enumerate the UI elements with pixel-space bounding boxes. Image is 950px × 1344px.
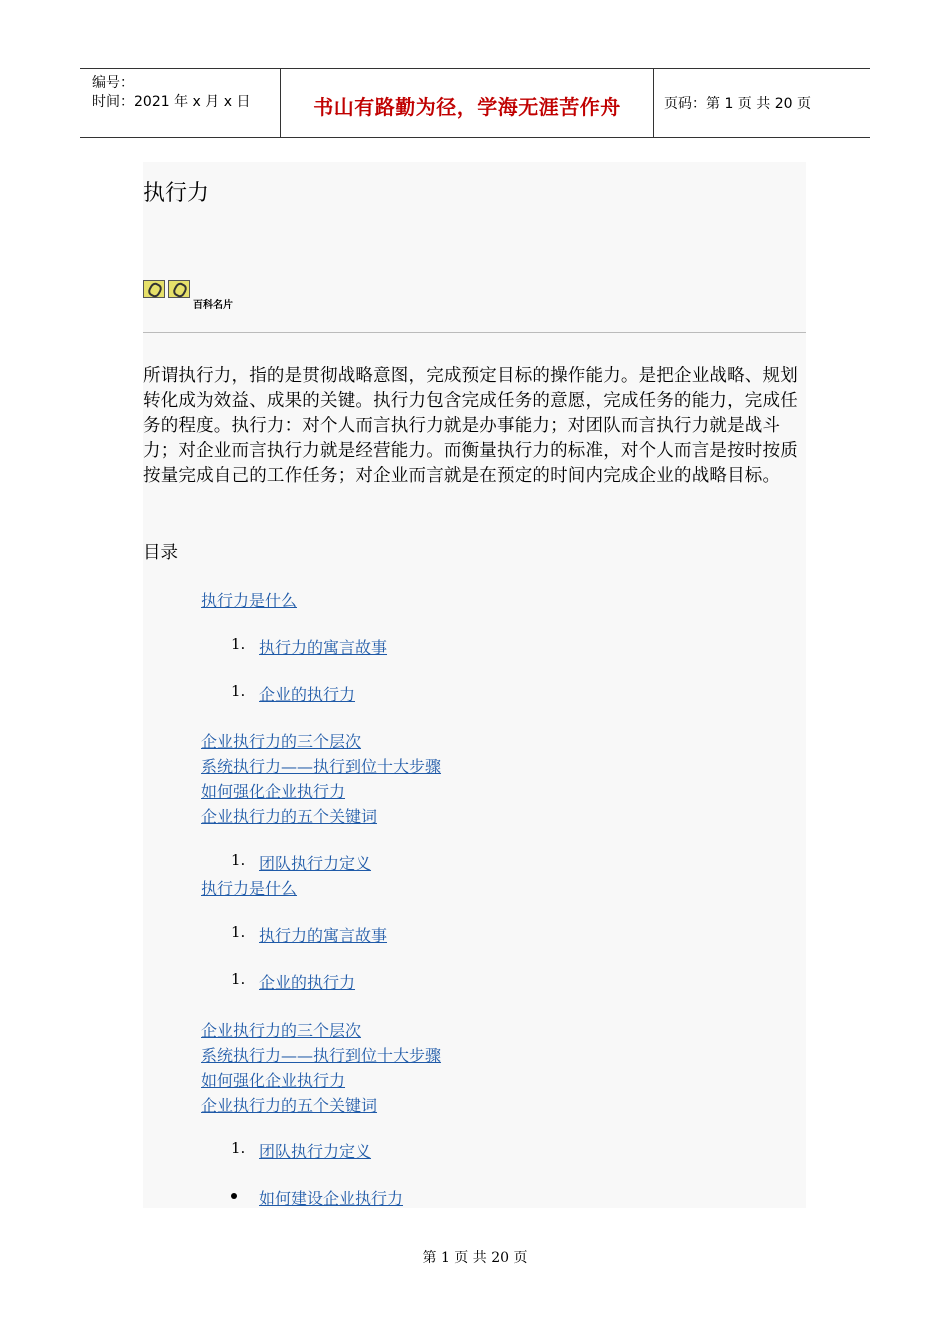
toc-number: 1. bbox=[231, 923, 246, 941]
toc-link[interactable]: 企业的执行力 bbox=[259, 685, 356, 704]
toc-link[interactable]: 系统执行力——执行到位十大步骤 bbox=[201, 1046, 442, 1065]
page-number-label: 页码：第 1 页 共 20 页 bbox=[664, 96, 811, 112]
toc-number: 1. bbox=[231, 851, 246, 869]
encyclopedia-card-label: 百科名片 bbox=[193, 300, 233, 311]
toc-link[interactable]: 执行力是什么 bbox=[201, 591, 298, 610]
header-meta-cell bbox=[80, 69, 281, 137]
header-motto-cell bbox=[281, 69, 654, 137]
toc-link[interactable]: 如何强化企业执行力 bbox=[201, 782, 346, 801]
toc-link[interactable]: 执行力的寓言故事 bbox=[259, 638, 388, 657]
intro-paragraph: 所谓执行力，指的是贯彻战略意图，完成预定目标的操作能力。是把企业战略、规划转化成为效益、成果的关键。执行力包含完成任务的意愿，完成任务的能力，完成任务的程度。执行力：对个人而言执行力就是办事能力；对团队而言执行力就是战斗力；对企业而言执行力就是经营能力。而衡量执行力的标准，对个人而言是按时按质按量完成自己的工作任务；对企业而言就是在预定的时间内完成企业的战略目标。 bbox=[143, 366, 798, 486]
toc-number: 1. bbox=[231, 1139, 246, 1157]
toc-number: 1. bbox=[231, 682, 246, 700]
page-header-table bbox=[80, 68, 870, 138]
toc-link[interactable]: 企业的执行力 bbox=[259, 973, 356, 992]
serial-label: 编号： bbox=[92, 75, 134, 91]
header-page-cell bbox=[654, 69, 870, 137]
card-icon-row bbox=[143, 280, 193, 299]
toc-link[interactable]: 企业执行力的三个层次 bbox=[201, 1021, 362, 1040]
toc-link[interactable]: 系统执行力——执行到位十大步骤 bbox=[201, 757, 442, 776]
bullet-icon bbox=[231, 1193, 237, 1199]
page-footer: 第 1 页 共 20 页 bbox=[422, 1250, 528, 1266]
toc-link[interactable]: 执行力的寓言故事 bbox=[259, 926, 388, 945]
toc-link[interactable]: 执行力是什么 bbox=[201, 879, 298, 898]
encyclopedia-card-icon bbox=[168, 280, 190, 298]
toc-link[interactable]: 企业执行力的五个关键词 bbox=[201, 807, 378, 826]
divider bbox=[143, 332, 806, 333]
encyclopedia-card-icon bbox=[143, 280, 165, 298]
toc-number: 1. bbox=[231, 970, 246, 988]
toc-link[interactable]: 团队执行力定义 bbox=[259, 854, 372, 873]
article-title: 执行力 bbox=[143, 181, 210, 206]
toc-link[interactable]: 企业执行力的三个层次 bbox=[201, 732, 362, 751]
toc-link[interactable]: 团队执行力定义 bbox=[259, 1142, 372, 1161]
toc-link[interactable]: 如何建设企业执行力 bbox=[259, 1189, 404, 1208]
date-label: 时间：2021 年 x 月 x 日 bbox=[92, 94, 251, 110]
toc-link[interactable]: 企业执行力的五个关键词 bbox=[201, 1096, 378, 1115]
toc-heading: 目录 bbox=[143, 543, 178, 563]
toc-number: 1. bbox=[231, 635, 246, 653]
motto: 书山有路勤为径，学海无涯苦作舟 bbox=[313, 95, 621, 119]
toc-link[interactable]: 如何强化企业执行力 bbox=[201, 1071, 346, 1090]
article-body bbox=[143, 162, 806, 1208]
